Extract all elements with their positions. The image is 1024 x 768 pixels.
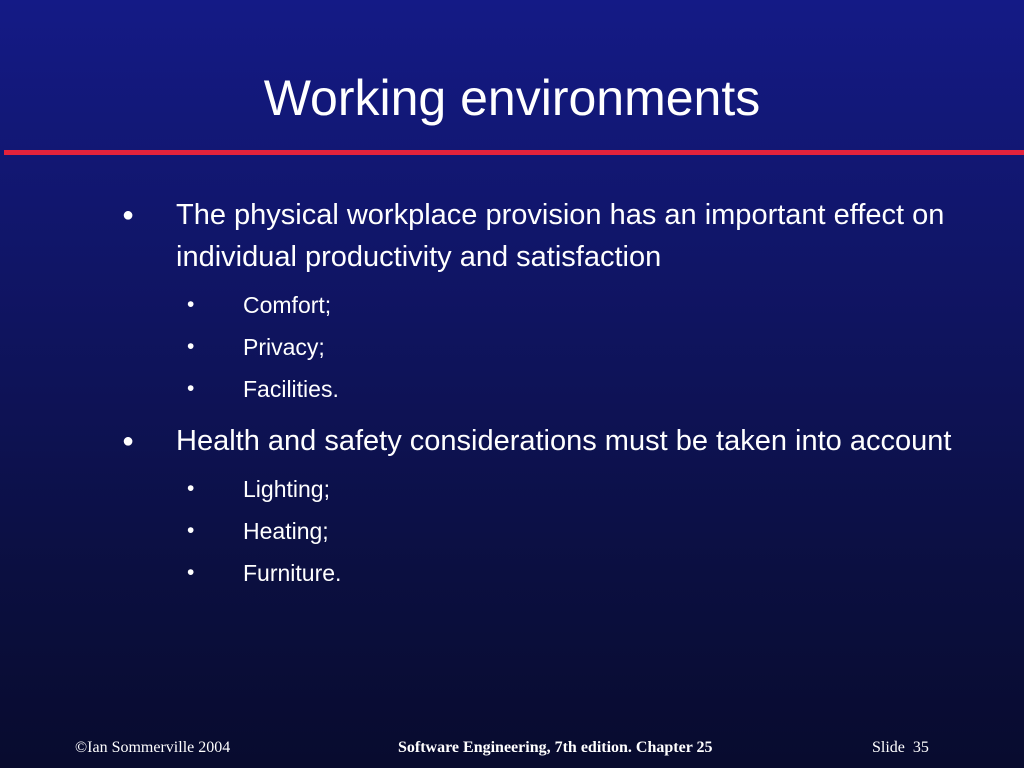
footer-slide-number bbox=[872, 736, 929, 760]
bullet-text: Health and safety considerations must be taken into account bbox=[176, 425, 952, 457]
sub-bullet-icon: • bbox=[187, 561, 195, 584]
sub-item bbox=[187, 284, 1024, 326]
sub-item bbox=[187, 468, 1024, 510]
sub-list bbox=[0, 284, 1024, 410]
sub-bullet-icon: • bbox=[187, 377, 195, 400]
sub-item-text: Facilities. bbox=[243, 376, 339, 402]
sub-item-text: Furniture. bbox=[243, 560, 342, 586]
slide-number: 35 bbox=[912, 739, 929, 756]
sub-bullet-icon: • bbox=[187, 293, 195, 316]
bullet-dot-icon: ● bbox=[122, 430, 135, 452]
sub-item bbox=[187, 552, 1024, 594]
sub-list bbox=[0, 468, 1024, 594]
bullet-item bbox=[122, 194, 966, 278]
sub-item-text: Privacy; bbox=[243, 334, 325, 360]
sub-bullet-icon: • bbox=[187, 519, 195, 542]
bullet-text: The physical workplace provision has an important effect on individual productivity and satisfaction bbox=[176, 199, 945, 273]
sub-item bbox=[187, 326, 1024, 368]
bullet-list bbox=[0, 194, 1024, 594]
sub-item-text: Comfort; bbox=[243, 292, 332, 318]
sub-bullet-icon: • bbox=[187, 477, 195, 500]
sub-item-text: Heating; bbox=[243, 518, 329, 544]
bullet-dot-icon: ● bbox=[122, 204, 135, 226]
footer-copyright: ©Ian Sommerville 2004 bbox=[75, 739, 231, 756]
sub-item bbox=[187, 510, 1024, 552]
slide-label: Slide bbox=[872, 739, 905, 756]
slide-title: Working environments bbox=[263, 70, 761, 126]
sub-item-text: Lighting; bbox=[243, 476, 330, 502]
sub-item bbox=[187, 368, 1024, 410]
title-divider bbox=[4, 150, 1024, 155]
sub-bullet-icon: • bbox=[187, 335, 195, 358]
footer-book-title: Software Engineering, 7th edition. Chapter 25 bbox=[398, 739, 713, 756]
bullet-item bbox=[122, 420, 966, 462]
